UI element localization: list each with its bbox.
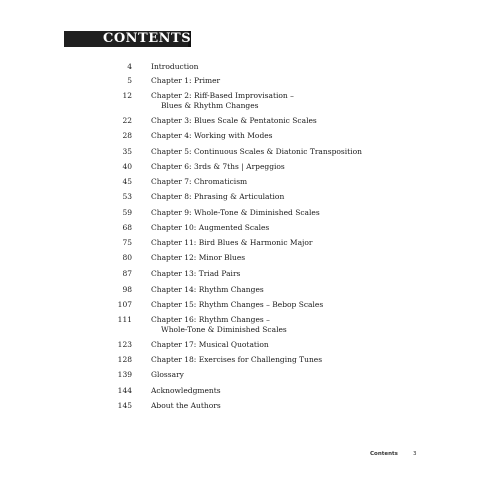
- toc-entry-title-line2: Blues & Rhythm Changes: [161, 101, 259, 110]
- toc-entry-title-line1: Chapter 1: Primer: [151, 76, 221, 85]
- toc-page-number: 107: [117, 300, 132, 309]
- toc-entry-title: [151, 62, 451, 72]
- toc-entry-title: [151, 177, 451, 187]
- toc-page-number: 22: [122, 116, 132, 125]
- page-title: CONTENTS: [103, 31, 192, 46]
- toc-entry-title-line1: Chapter 12: Minor Blues: [151, 253, 246, 262]
- toc-page-number: 59: [122, 208, 132, 217]
- toc-entry-title-line1: Chapter 10: Augmented Scales: [151, 223, 270, 232]
- toc-entry-title-line1: Acknowledgments: [151, 386, 221, 395]
- toc-entry-title: [151, 208, 451, 218]
- toc-page-number: 111: [117, 315, 132, 324]
- toc-page-number: 40: [122, 162, 132, 171]
- toc-entry-title-line1: Chapter 11: Bird Blues & Harmonic Major: [151, 238, 313, 247]
- toc-entry-title: [151, 355, 451, 365]
- toc-page-number: 45: [122, 177, 132, 186]
- toc-entry-title: [151, 76, 451, 86]
- toc-entry-title-line1: Chapter 15: Rhythm Changes – Bebop Scales: [151, 300, 324, 309]
- toc-page-number: 98: [122, 285, 132, 294]
- toc-page-number: 75: [122, 238, 132, 247]
- toc-entry-title: [151, 269, 451, 279]
- toc-page-number: 80: [122, 253, 132, 262]
- footer-section-label: Contents: [370, 451, 398, 457]
- toc-entry-title-line2: Whole-Tone & Diminished Scales: [161, 325, 287, 334]
- toc-entry-title-line1: Chapter 6: 3rds & 7ths | Arpeggios: [151, 162, 285, 171]
- toc-entry-title-line1: Introduction: [151, 62, 199, 71]
- toc-entry-title-line1: Chapter 13: Triad Pairs: [151, 269, 241, 278]
- toc-page-number: 35: [122, 147, 132, 156]
- toc-entry-title-line1: About the Authors: [151, 401, 221, 410]
- toc-entry-title: [151, 315, 451, 335]
- toc-entry-title-line1: Glossary: [151, 370, 184, 379]
- toc-entry-title-line1: Chapter 7: Chromaticism: [151, 177, 248, 186]
- toc-page-number: 123: [117, 340, 132, 349]
- toc-page-number: 5: [127, 76, 132, 85]
- toc-page-number: 28: [122, 131, 132, 140]
- toc-page-number: 145: [117, 401, 132, 410]
- toc-entry-title: [151, 386, 451, 396]
- toc-page-number: 12: [122, 91, 132, 100]
- toc-entry-title: [151, 162, 451, 172]
- toc-entry-title: [151, 131, 451, 141]
- toc-entry-title-line1: Chapter 17: Musical Quotation: [151, 340, 269, 349]
- toc-entry-title: [151, 192, 451, 202]
- toc-entry-title: [151, 285, 451, 295]
- toc-page-number: 87: [122, 269, 132, 278]
- toc-page-number: 139: [117, 370, 132, 379]
- toc-page-number: 4: [127, 62, 132, 71]
- toc-entry-title-line1: Chapter 9: Whole-Tone & Diminished Scales: [151, 208, 320, 217]
- toc-entry-title: [151, 401, 451, 411]
- toc-entry-title-line1: Chapter 2: Riff-Based Improvisation –: [151, 91, 294, 100]
- toc-page-number: 144: [117, 386, 132, 395]
- toc-entry-title-line1: Chapter 3: Blues Scale & Pentatonic Scales: [151, 116, 317, 125]
- toc-entry-title: [151, 253, 451, 263]
- toc-page-number: 68: [122, 223, 132, 232]
- toc-entry-title-line1: Chapter 8: Phrasing & Articulation: [151, 192, 285, 201]
- toc-entry-title: [151, 370, 451, 380]
- toc-page-number: 128: [117, 355, 132, 364]
- toc-entry-title: [151, 147, 451, 157]
- toc-entry-title: [151, 223, 451, 233]
- toc-entry-title: [151, 116, 451, 126]
- toc-entry-title: [151, 238, 451, 248]
- toc-entry-title: [151, 300, 451, 310]
- toc-entry-title: [151, 91, 451, 111]
- toc-entry-title-line1: Chapter 5: Continuous Scales & Diatonic Transposition: [151, 147, 362, 156]
- toc-entry-title-line1: Chapter 4: Working with Modes: [151, 131, 273, 140]
- footer-page-number: 3: [413, 451, 417, 457]
- toc-entry-title-line1: Chapter 16: Rhythm Changes –: [151, 315, 270, 324]
- toc-entry-title: [151, 340, 451, 350]
- toc-page-number: 53: [122, 192, 132, 201]
- toc-entry-title-line1: Chapter 18: Exercises for Challenging Tunes: [151, 355, 323, 364]
- toc-entry-title-line1: Chapter 14: Rhythm Changes: [151, 285, 264, 294]
